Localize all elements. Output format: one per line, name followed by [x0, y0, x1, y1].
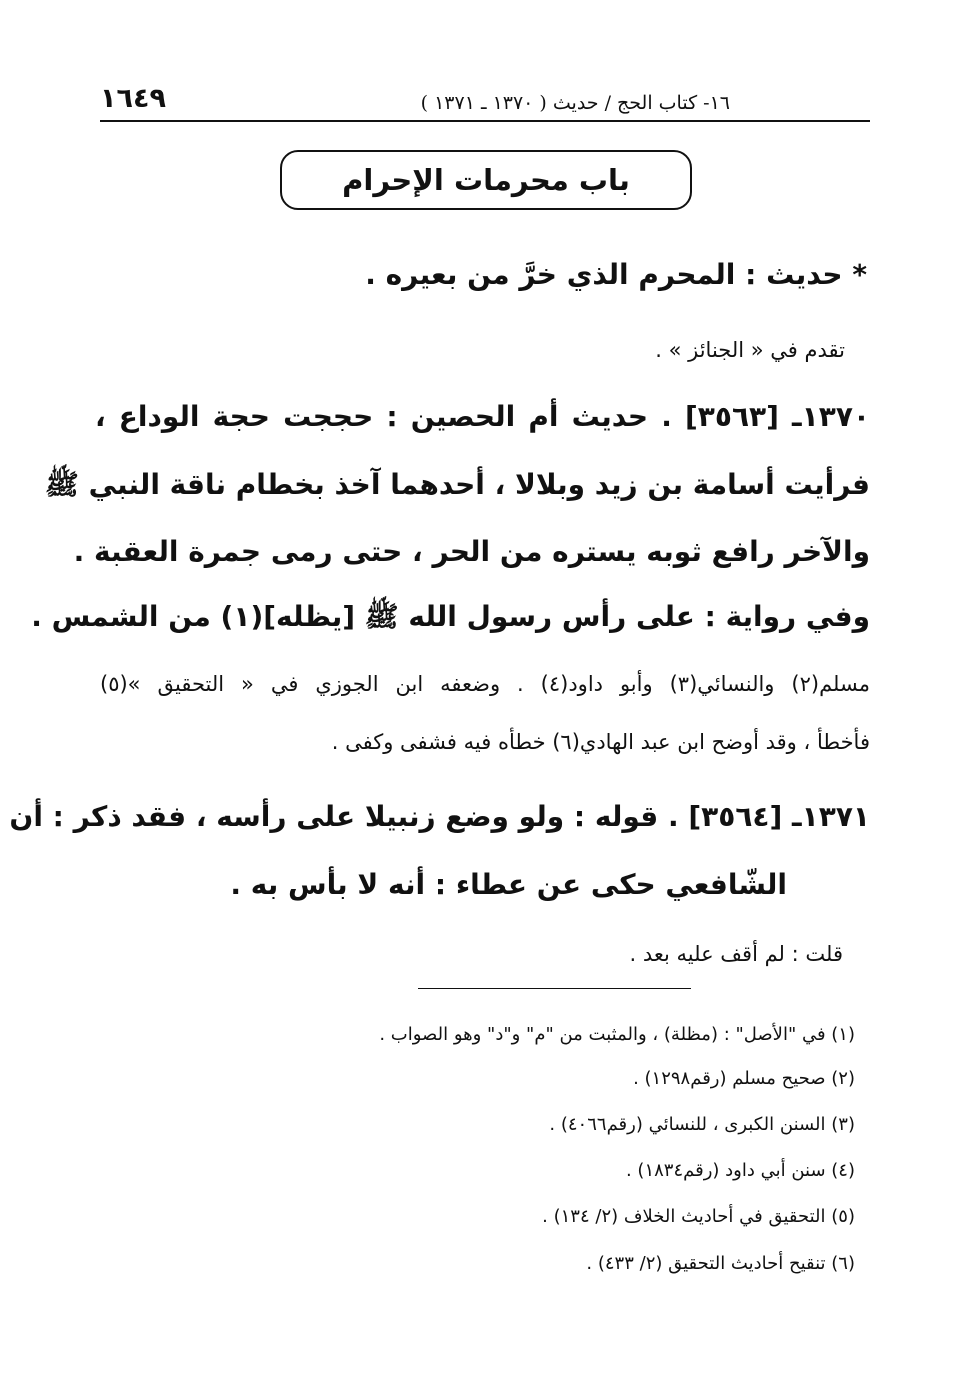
page-number: ١٦٤٩ — [100, 83, 166, 114]
running-title: ١٦- كتاب الحج / حديث ( ١٣٧٠ ـ ١٣٧١ ) — [420, 92, 730, 114]
footnote-2: (٢) صحيح مسلم (رقم١٢٩٨) . — [633, 1068, 855, 1089]
hadith-note: تقدم في « الجنائز » . — [655, 338, 845, 362]
footnote-6: (٦) تنقيح أحاديث التحقيق (٢/ ٤٣٣) . — [586, 1253, 855, 1274]
hadith-1371-note: قلت : لم أقف عليه بعد . — [629, 942, 843, 966]
footnote-1: (١) في "الأصل" : (مظلة) ، والمثبت من "م" و"د" وهو الصواب . — [379, 1024, 855, 1045]
hadith-1371-line-1: ١٣٧١ـ [٣٥٦٤] . قوله : ولو وضع زنبيلا على رأسه ، فقد ذكر : أن — [9, 800, 870, 833]
chapter-title-box — [280, 150, 692, 210]
footnote-3: (٣) السنن الكبرى ، للنسائي (رقم٤٠٦٦) . — [549, 1114, 855, 1135]
chapter-title: باب محرمات الإحرام — [342, 163, 630, 197]
hadith-1370-line-1: ١٣٧٠ـ [٣٥٦٣] . حديث أم الحصين : حججت حجة الوداع ، — [95, 400, 870, 433]
hadith-1370-line-4: وفي رواية : على رأس رسول الله ﷺ [يظله](١) من الشمس . — [31, 600, 870, 633]
hadith-1370-takhrij-line-1: مسلم(٢) والنسائي(٣) وأبو داود(٤) . وضعفه ابن الجوزي في « التحقيق »(٥) — [100, 672, 870, 696]
footnote-separator — [418, 988, 691, 989]
hadith-1370-line-3: والآخر رافع ثوبه يستره من الحر ، حتى رمى جمرة العقبة . — [73, 535, 870, 568]
footnote-5: (٥) التحقيق في أحاديث الخلاف (٢/ ١٣٤) . — [542, 1206, 855, 1227]
hadith-1370-takhrij-line-2: فأخطأ ، وقد أوضح ابن عبد الهادي(٦) خطأه فيه فشفى وكفى . — [331, 730, 870, 754]
hadith-1371-line-2: الشّافعي حكى عن عطاء : أنه لا بأس به . — [230, 868, 787, 901]
hadith-heading: * حديث : المحرم الذي خرَّ من بعيره . — [365, 258, 867, 291]
page-header — [100, 72, 870, 122]
hadith-1370-line-2: فرأيت أسامة بن زيد وبلالا ، أحدهما آخذ بخطام ناقة النبي ﷺ — [45, 468, 870, 501]
footnote-4: (٤) سنن أبي داود (رقم١٨٣٤) . — [625, 1160, 855, 1181]
